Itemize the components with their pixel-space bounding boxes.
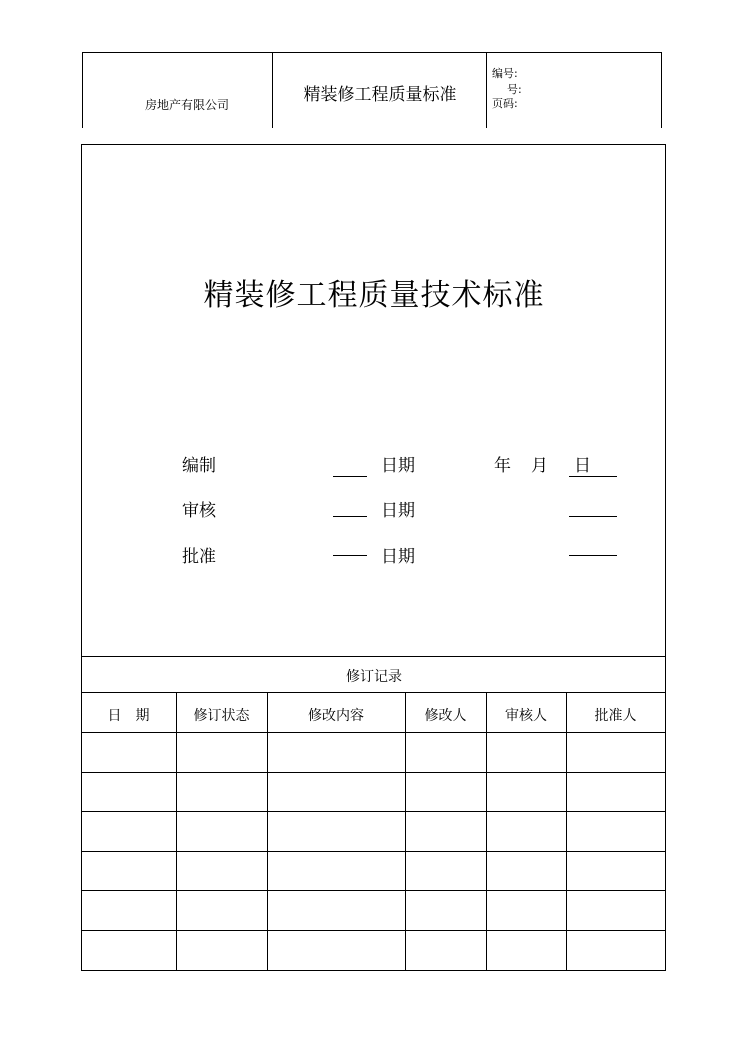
table-row-line bbox=[81, 890, 666, 891]
column-header-modifier: 修改人 bbox=[424, 708, 467, 724]
header-divider-1 bbox=[272, 52, 273, 128]
table-column-line bbox=[566, 692, 567, 970]
compile-signature-line bbox=[333, 476, 367, 477]
column-header-content: 修改内容 bbox=[308, 708, 364, 724]
page-number-label: 页码: bbox=[492, 97, 518, 110]
table-row-line bbox=[81, 811, 666, 812]
approve-label: 批准 bbox=[182, 547, 216, 567]
header-left-border bbox=[82, 52, 83, 128]
header-top-border bbox=[82, 52, 662, 53]
revision-title: 修订记录 bbox=[346, 669, 402, 685]
table-column-line bbox=[486, 692, 487, 970]
revision-top-border bbox=[81, 656, 666, 657]
review-date-line bbox=[569, 516, 617, 517]
day-label: 日 bbox=[574, 456, 591, 476]
review-signature-line bbox=[333, 516, 367, 517]
approve-signature-line bbox=[333, 555, 367, 556]
header-right-border bbox=[661, 52, 662, 128]
header-title: 精装修工程质量标准 bbox=[303, 85, 457, 105]
column-header-approver: 批准人 bbox=[594, 708, 637, 724]
table-row-line bbox=[81, 851, 666, 852]
table-column-line bbox=[267, 692, 268, 970]
table-column-line bbox=[405, 692, 406, 970]
year-label: 年 bbox=[494, 456, 511, 476]
table-row-line bbox=[81, 732, 666, 733]
frame-bottom-border bbox=[81, 970, 666, 971]
table-row-line bbox=[81, 772, 666, 773]
header-divider-2 bbox=[486, 52, 487, 128]
document-title: 精装修工程质量技术标准 bbox=[203, 278, 545, 313]
column-header-reviewer: 审核人 bbox=[505, 708, 547, 724]
review-date-label: 日期 bbox=[381, 501, 415, 521]
month-label: 月 bbox=[531, 456, 548, 476]
doc-number-label: 号: bbox=[507, 83, 522, 96]
frame-top-border bbox=[81, 144, 666, 145]
revision-header-top bbox=[81, 692, 666, 693]
column-header-date: 日 期 bbox=[107, 708, 150, 724]
table-column-line bbox=[176, 692, 177, 970]
column-header-revision-status: 修订状态 bbox=[193, 708, 250, 724]
approve-date-line bbox=[569, 555, 617, 556]
frame-right-border bbox=[665, 144, 666, 971]
compile-label: 编制 bbox=[182, 456, 216, 476]
approve-date-label: 日期 bbox=[381, 547, 415, 567]
frame-left-border bbox=[81, 144, 82, 971]
compile-date-label: 日期 bbox=[381, 456, 415, 476]
table-row-line bbox=[81, 930, 666, 931]
review-label: 审核 bbox=[182, 501, 216, 521]
compile-date-line bbox=[569, 476, 617, 477]
company-name: 房地产有限公司 bbox=[144, 98, 229, 112]
doc-code-label: 编号: bbox=[492, 67, 518, 80]
